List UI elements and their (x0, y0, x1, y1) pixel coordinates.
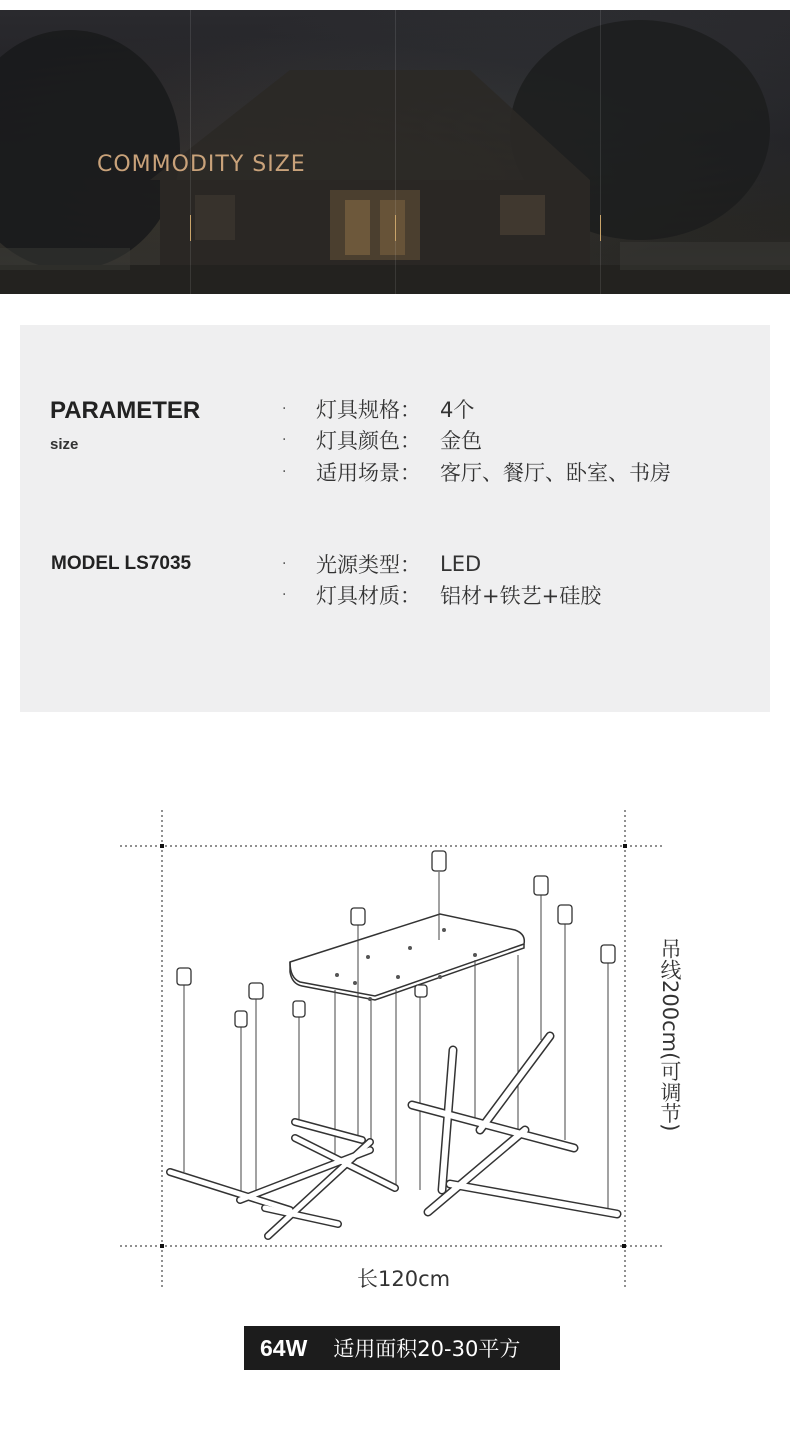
spec-list-general (280, 393, 671, 488)
coverage-area-label: 适用面积20-30平方 (333, 1337, 521, 1361)
banner-title: COMMODITY SIZE (97, 152, 306, 177)
spec-value: 铝材+铁艺+硅胶 (440, 584, 602, 609)
banner-gold-tick (190, 215, 191, 241)
parameter-subheading: size (50, 436, 79, 453)
power-area-badge (244, 1326, 560, 1370)
bullet-icon: · (282, 555, 287, 572)
bullet-icon: · (282, 400, 287, 417)
spec-list-technical (280, 548, 601, 611)
spec-row (280, 548, 601, 580)
spec-key: 适用场景： (316, 460, 421, 485)
banner-gold-tick (600, 215, 601, 241)
spec-value: LED (440, 551, 482, 576)
spec-row (280, 456, 671, 488)
banner-divider (600, 10, 601, 294)
parameter-heading: PARAMETER (50, 397, 201, 424)
spec-key: 灯具规格： (316, 397, 421, 422)
model-number: MODEL LS7035 (51, 553, 192, 574)
bullet-icon: · (282, 463, 287, 480)
width-dimension-label: 长120cm (357, 1267, 451, 1291)
spec-key: 灯具材质： (316, 584, 421, 609)
height-dimension-label: 吊线200cm(可调节) (658, 938, 682, 1132)
bullet-icon: · (282, 587, 287, 604)
spec-row (280, 425, 671, 457)
bullet-icon: · (282, 432, 287, 449)
spec-row (280, 580, 601, 612)
commodity-size-banner (0, 10, 790, 294)
spec-value: 金色 (440, 429, 482, 454)
spec-key: 光源类型： (316, 552, 421, 577)
spec-value: 4个 (440, 397, 475, 422)
dimension-guides (120, 810, 665, 1288)
banner-gold-tick (395, 215, 396, 241)
banner-divider (395, 10, 396, 294)
spec-key: 灯具颜色： (316, 429, 421, 454)
ceiling-canopy (290, 914, 524, 1000)
spec-value: 客厅、餐厅、卧室、书房 (440, 460, 671, 485)
spec-row (280, 393, 671, 425)
wattage-label: 64W (260, 1334, 308, 1361)
parameter-panel (20, 325, 770, 712)
